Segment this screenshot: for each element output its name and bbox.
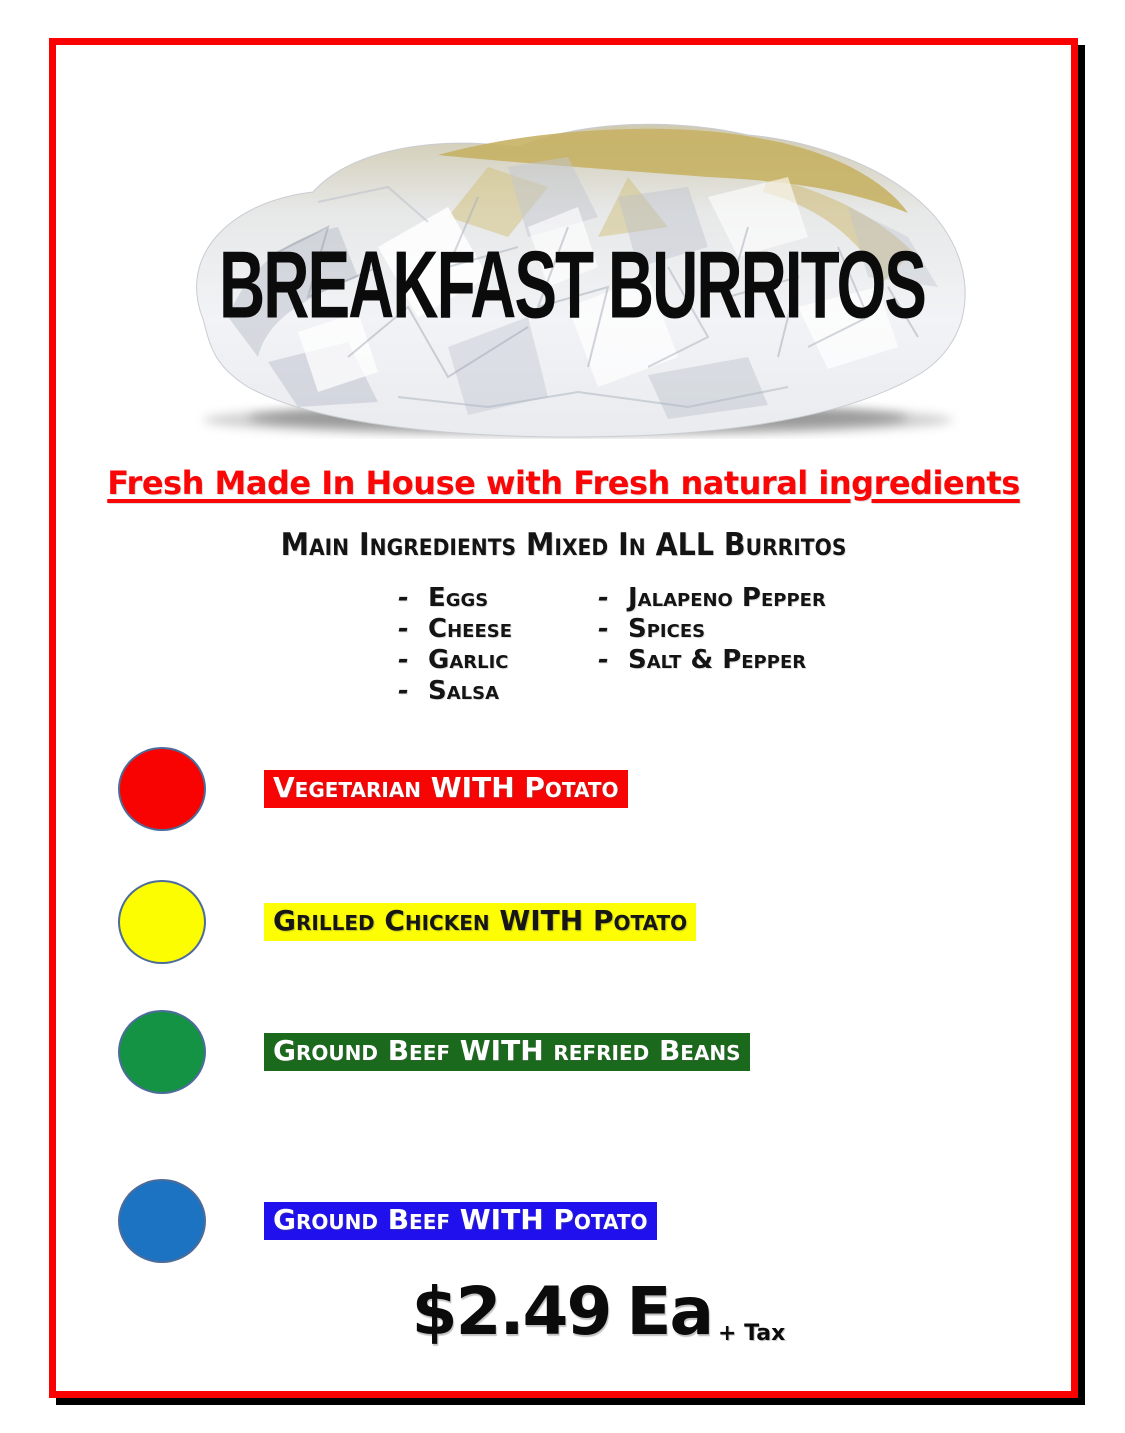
menu-item-row xyxy=(118,1008,750,1096)
bullet-dash: - xyxy=(598,614,609,644)
bullet-dash: - xyxy=(598,645,609,675)
price-amount: $2.49 xyxy=(411,1273,611,1350)
menu-rows xyxy=(56,45,1071,1391)
color-circle xyxy=(118,1010,206,1094)
bullet-dash: - xyxy=(398,583,409,613)
bullet-dash: - xyxy=(398,676,409,706)
ingredient-label: Garlic xyxy=(428,645,509,675)
menu-item-label: Ground Beef WITH Potato xyxy=(264,1202,657,1240)
bullet-dash: - xyxy=(598,583,609,613)
tagline: Fresh Made In House with Fresh natural ingredients xyxy=(107,464,1020,502)
price-tax-suffix: + Tax xyxy=(718,1321,786,1346)
burrito-title: BREAKFAST BURRITOS xyxy=(219,230,925,339)
menu-item-row xyxy=(118,745,628,833)
ingredient-label: Salsa xyxy=(428,676,500,706)
ingredients-heading: Main Ingredients Mixed In ALL Burritos xyxy=(280,527,847,563)
ingredient-label: Salt & Pepper xyxy=(628,645,807,675)
bullet-dash: - xyxy=(398,614,409,644)
menu-item-row xyxy=(118,1177,657,1265)
menu-item-label: Vegetarian WITH Potato xyxy=(264,770,628,808)
menu-item-label: Ground Beef WITH refried Beans xyxy=(264,1033,750,1071)
ingredient-label: Cheese xyxy=(428,614,512,644)
ingredient-label: Spices xyxy=(628,614,706,644)
bullet-dash: - xyxy=(398,645,409,675)
color-circle xyxy=(118,1179,206,1263)
ingredient-label: Eggs xyxy=(428,583,489,613)
menu-item-label: Grilled Chicken WITH Potato xyxy=(264,903,696,941)
color-circle xyxy=(118,880,206,964)
color-circle xyxy=(118,747,206,831)
price-line xyxy=(56,1273,1071,1350)
page-frame xyxy=(49,38,1078,1398)
menu-item-row xyxy=(118,878,696,966)
price-unit: Ea xyxy=(626,1273,713,1350)
ingredient-label: Jalapeno Pepper xyxy=(628,583,826,613)
